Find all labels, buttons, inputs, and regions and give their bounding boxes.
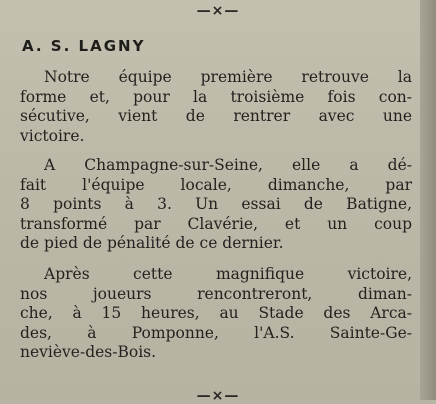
text-line: neviève-des-Bois. xyxy=(20,343,157,362)
text-line: de pied de pénalité de ce dernier. xyxy=(20,234,284,253)
top-separator: —×— xyxy=(196,3,240,19)
paragraph-3 xyxy=(20,265,412,363)
page-edge xyxy=(420,0,436,400)
text-line: Notre équipe première retrouve la xyxy=(44,68,412,86)
text-line: des, à Pomponne, l'A.S. Sainte-Ge- xyxy=(20,323,412,342)
text-line: fait l'équipe locale, dimanche, par xyxy=(20,175,412,194)
text-line: sécutive, vient de rentrer avec une xyxy=(20,107,412,126)
text-line: nos joueurs rencontreront, diman- xyxy=(20,284,412,303)
text-line: che, à 15 heures, au Stade des Arca- xyxy=(20,304,412,323)
text-line: A Champagne-sur-Seine, elle a dé- xyxy=(44,156,412,174)
article-title: A. S. LAGNY xyxy=(22,37,146,55)
text-line: transformé par Clavérie, et un coup xyxy=(20,214,412,233)
text-line: Après cette magnifique victoire, xyxy=(44,265,412,283)
text-line: forme et, pour la troisième fois con- xyxy=(20,87,412,106)
text-line: 8 points à 3. Un essai de Batigne, xyxy=(20,195,412,214)
paragraph-1 xyxy=(20,68,412,146)
bottom-separator: —×— xyxy=(196,388,240,404)
text-line: victoire. xyxy=(20,126,85,145)
paragraph-2 xyxy=(20,156,412,254)
